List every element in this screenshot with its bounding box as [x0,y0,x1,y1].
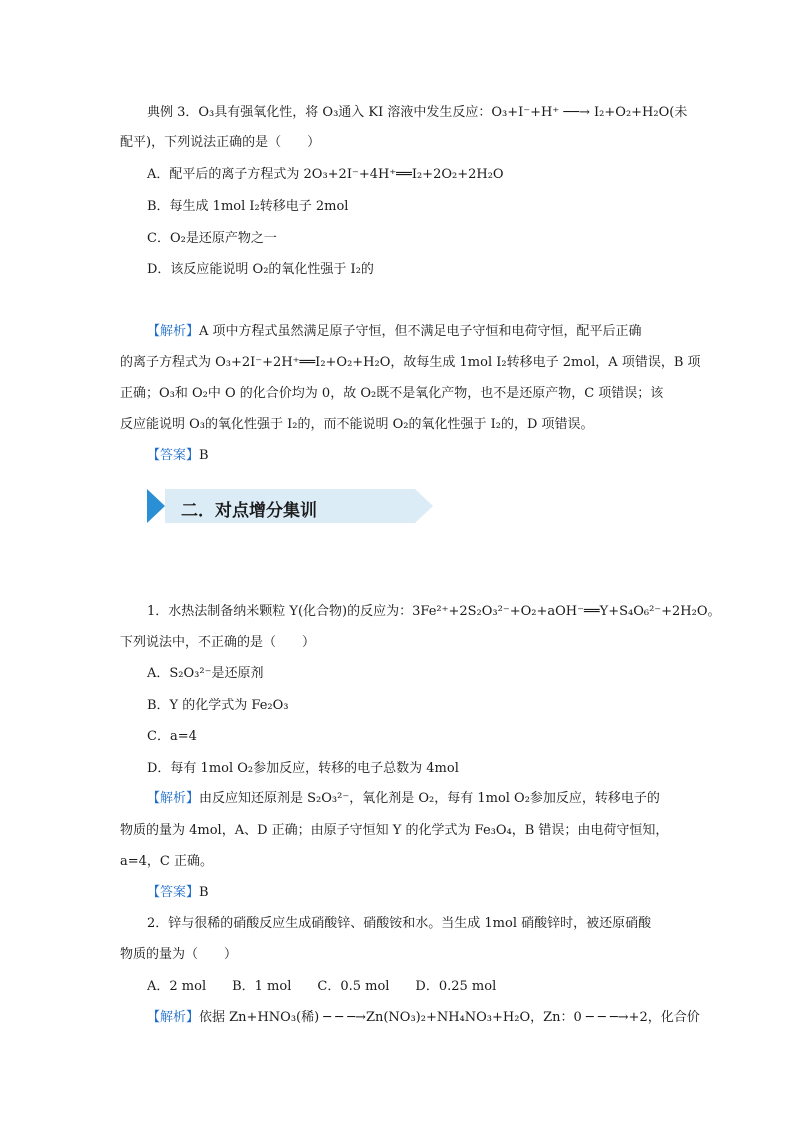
analysis-label: 【解析】 [147,1010,200,1025]
analysis-text: 由反应知还原剂是 S₂O₃²⁻，氧化剂是 O₂，每有 1mol O₂参加反应，转移电子的 [199,791,660,806]
q2-analysis-line1 [147,1009,700,1027]
q1-line2: 下列说法中，不正确的是（ ） [120,635,316,650]
q2-line1: 2．锌与很稀的硝酸反应生成硝酸锌、硝酸铵和水。当生成 1mol 硝酸锌时，被还原硝酸 [147,916,652,931]
section-title: 二．对点增分集训 [181,501,317,521]
example3-option-d: D．该反应能说明 O₂的氧化性强于 I₂的 [147,262,374,277]
example3-question-line2: 配平)，下列说法正确的是（ ） [120,135,321,150]
q2-line2: 物质的量为（ ） [120,947,238,962]
example3-analysis-line3: 正确；O₃和 O₂中 O 的化合价均为 0，故 O₂既不是氧化产物，也不是还原产物，C 项错误；该 [120,386,664,401]
answer-value: B [199,448,209,463]
example3-option-a: A．配平后的离子方程式为 2O₃+2I⁻+4H⁺══I₂+2O₂+2H₂O [147,167,504,182]
example3-analysis-line1 [147,323,642,341]
answer-label: 【答案】 [147,885,200,900]
q1-analysis-line2: 物质的量为 4mol，A、D 正确；由原子守恒知 Y 的化学式为 Fe₃O₄，B 错误；由电荷守恒知， [120,823,669,838]
analysis-text: A 项中方程式虽然满足原子守恒，但不满足电子守恒和电荷守恒，配平后正确 [199,324,642,339]
q1-line1: 1．水热法制备纳米颗粒 Y(化合物)的反应为：3Fe²⁺+2S₂O₃²⁻+O₂+aOH⁻══Y+S₄O₆²⁻+2H₂O。 [147,604,721,619]
q2-options: A．2 mol B．1 mol C．0.5 mol D．0.25 mol [147,979,497,994]
q1-option-a: A．S₂O₃²⁻是还原剂 [147,666,264,681]
example3-question-line1: 典例 3．O₃具有强氧化性，将 O₃通入 KI 溶液中发生反应：O₃+I⁻+H⁺ ──→ I₂+O₂+H₂O(未 [147,105,688,120]
example3-analysis-line4: 反应能说明 O₃的氧化性强于 I₂的，而不能说明 O₂的氧化性强于 I₂的，D 项错误。 [120,417,594,432]
chevron-right-icon [147,489,165,523]
q1-answer [147,884,209,902]
answer-label: 【答案】 [147,448,200,463]
example3-option-c: C．O₂是还原产物之一 [147,231,277,246]
example3-analysis-line2: 的离子方程式为 O₃+2I⁻+2H⁺══I₂+O₂+H₂O，故每生成 1mol I₂转移电子 2mol，A 项错误，B 项 [120,355,701,370]
q1-option-d: D．每有 1mol O₂参加反应，转移的电子总数为 4mol [147,761,459,776]
q1-option-c: C．a=4 [147,729,197,744]
analysis-label: 【解析】 [147,791,200,806]
answer-value: B [199,885,209,900]
analysis-text: 依据 Zn+HNO₃(稀) ─ ─ ─→Zn(NO₃)₂+NH₄NO₃+H₂O，Zn：0 ─ ─ ─→+2，化合价 [199,1010,700,1025]
q1-analysis-line1 [147,790,660,808]
analysis-label: 【解析】 [147,324,200,339]
q1-analysis-line3: a=4，C 正确。 [120,854,213,869]
section-banner [147,489,433,523]
example3-option-b: B．每生成 1mol I₂转移电子 2mol [147,199,349,214]
q1-option-b: B．Y 的化学式为 Fe₂O₃ [147,698,289,713]
example3-answer [147,447,209,465]
